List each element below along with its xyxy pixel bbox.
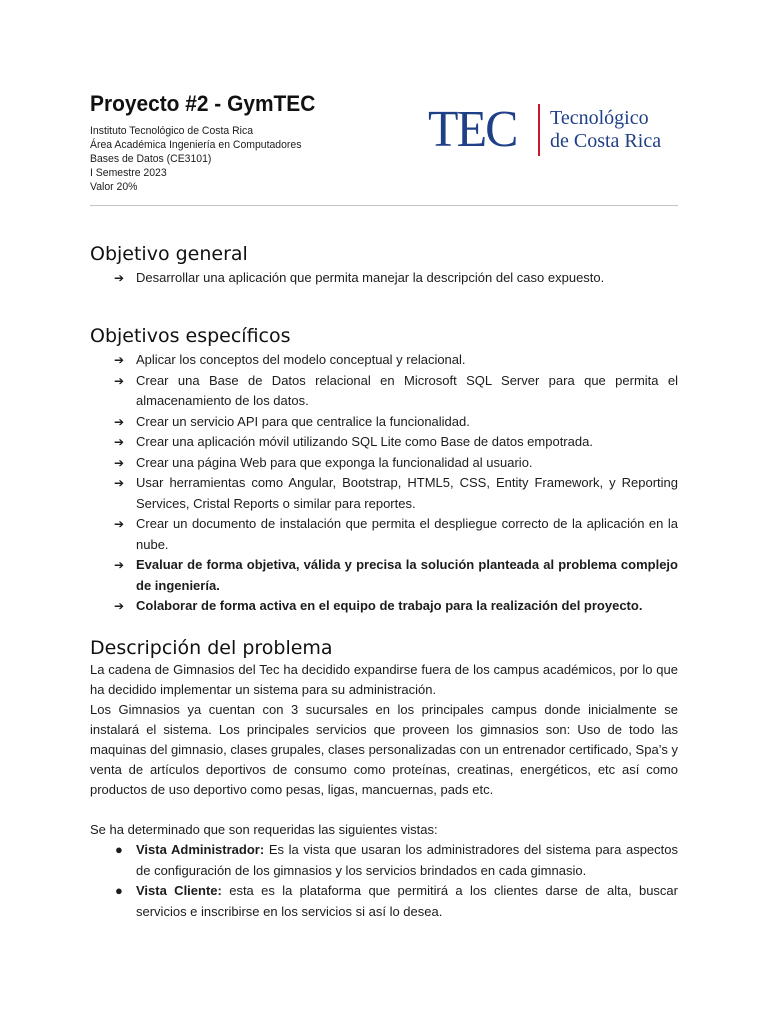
arrow-bullet-icon: ➔: [114, 517, 125, 531]
list-item: ➔ Evaluar de forma objetiva, válida y precisa la solución planteada al problema complejo de ingeniería.: [114, 557, 678, 593]
list-item: ➔ Crear una página Web para que exponga la funcionalidad al usuario.: [90, 453, 678, 474]
logo-name-line-1: Tecnológico: [550, 107, 649, 129]
bullet-icon: ●: [115, 842, 123, 857]
paragraph: Los Gimnasios ya cuentan con 3 sucursales en los principales campus donde inicialmente se instalará el sistema. Los principales servicios que proveen los gimnasios son: Uso de todo las maquinas del gimnasio, clases grupales, clases personalizadas con un entrenador certificado, Spa’s y venta de artículos deportivos de consumo como proteínas, creatinas, energéticos, etc así como productos de uso deportivo como pesas, ligas, mancuernas, pads etc.: [90, 702, 678, 797]
tec-logo: [428, 101, 662, 158]
vistas-list: [90, 840, 678, 922]
section-heading: Descripción del problema: [90, 637, 333, 659]
objetivos-especificos-list: [90, 350, 678, 617]
list-item: ➔ Aplicar los conceptos del modelo conceptual y relacional.: [90, 350, 678, 371]
section-heading: Objetivos específicos: [90, 325, 291, 347]
section-heading: Objetivo general: [90, 243, 248, 265]
section-descripcion: [90, 636, 678, 922]
list-item: ➔ Colaborar de forma activa en el equipo de trabajo para la realización del proyecto.: [90, 596, 678, 617]
list-item: ➔ Crear un servicio API para que centralice la funcionalidad.: [90, 412, 678, 433]
logo-name-line-2: de Costa Rica: [550, 130, 662, 152]
course-name: Bases de Datos (CE3101): [90, 153, 212, 165]
institution-info: [90, 124, 350, 194]
arrow-bullet-icon: ➔: [114, 373, 125, 388]
list-item: ➔ Usar herramientas como Angular, Bootstrap, HTML5, CSS, Entity Framework, y Reporting Services, Cristal Reports o similar para reportes.: [114, 475, 678, 511]
arrow-bullet-icon: ➔: [114, 271, 125, 285]
logo-divider: [538, 104, 540, 156]
arrow-bullet-icon: ➔: [114, 599, 125, 613]
vista-text: Es la vista que usaran los administradores del sistema para aspectos de configuración de los gimnasios y los servicios brindados en cada gimnasio.: [136, 842, 678, 878]
header-divider: [90, 205, 678, 206]
list-item: ➔ Crear una aplicación móvil utilizando SQL Lite como Base de datos empotrada.: [90, 432, 678, 453]
arrow-bullet-icon: ➔: [114, 435, 125, 449]
list-item: ➔ Desarrollar una aplicación que permita manejar la descripción del caso expuesto.: [90, 268, 678, 289]
list-item-vista-administrador: [90, 840, 678, 881]
arrow-bullet-icon: ➔: [114, 414, 125, 429]
arrow-bullet-icon: ➔: [114, 353, 125, 367]
bullet-icon: ●: [115, 883, 123, 898]
arrow-bullet-icon: ➔: [114, 455, 125, 470]
paragraph: Se ha determinado que son requeridas las siguientes vistas:: [90, 822, 438, 837]
paragraph: La cadena de Gimnasios del Tec ha decidido expandirse fuera de los campus académicos, por lo que ha decidido implementar un sistema para su administración.: [90, 662, 678, 697]
arrow-bullet-icon: ➔: [114, 476, 125, 490]
vista-text: esta es la plataforma que permitirá a los clientes darse de alta, buscar servicios e inscribirse en los servicios si así lo desea.: [136, 883, 678, 919]
weight-value: Valor 20%: [90, 181, 138, 193]
section-objetivos-especificos: [90, 324, 678, 617]
list-item-vista-cliente: [90, 881, 678, 922]
arrow-bullet-icon: ➔: [114, 558, 125, 572]
list-item: ➔ Crear una Base de Datos relacional en Microsoft SQL Server para que permita el almacenamiento de los datos.: [114, 372, 678, 408]
tec-logo-name: [550, 107, 661, 153]
tec-logo-mark: TEC: [428, 101, 517, 158]
list-item: ➔ Crear un documento de instalación que permita el despliegue correcto de la aplicación en la nube.: [114, 516, 678, 552]
section-objetivo-general: [90, 242, 678, 289]
objetivo-general-list: [90, 268, 678, 289]
semester: I Semestre 2023: [90, 167, 167, 179]
vista-label: Vista Cliente:: [136, 883, 222, 898]
vista-label: Vista Administrador:: [136, 842, 265, 857]
academic-area: Área Académica Ingeniería en Computadores: [90, 139, 302, 151]
page-title: Proyecto #2 - GymTEC: [90, 91, 316, 116]
institution-name: Instituto Tecnológico de Costa Rica: [90, 125, 254, 137]
